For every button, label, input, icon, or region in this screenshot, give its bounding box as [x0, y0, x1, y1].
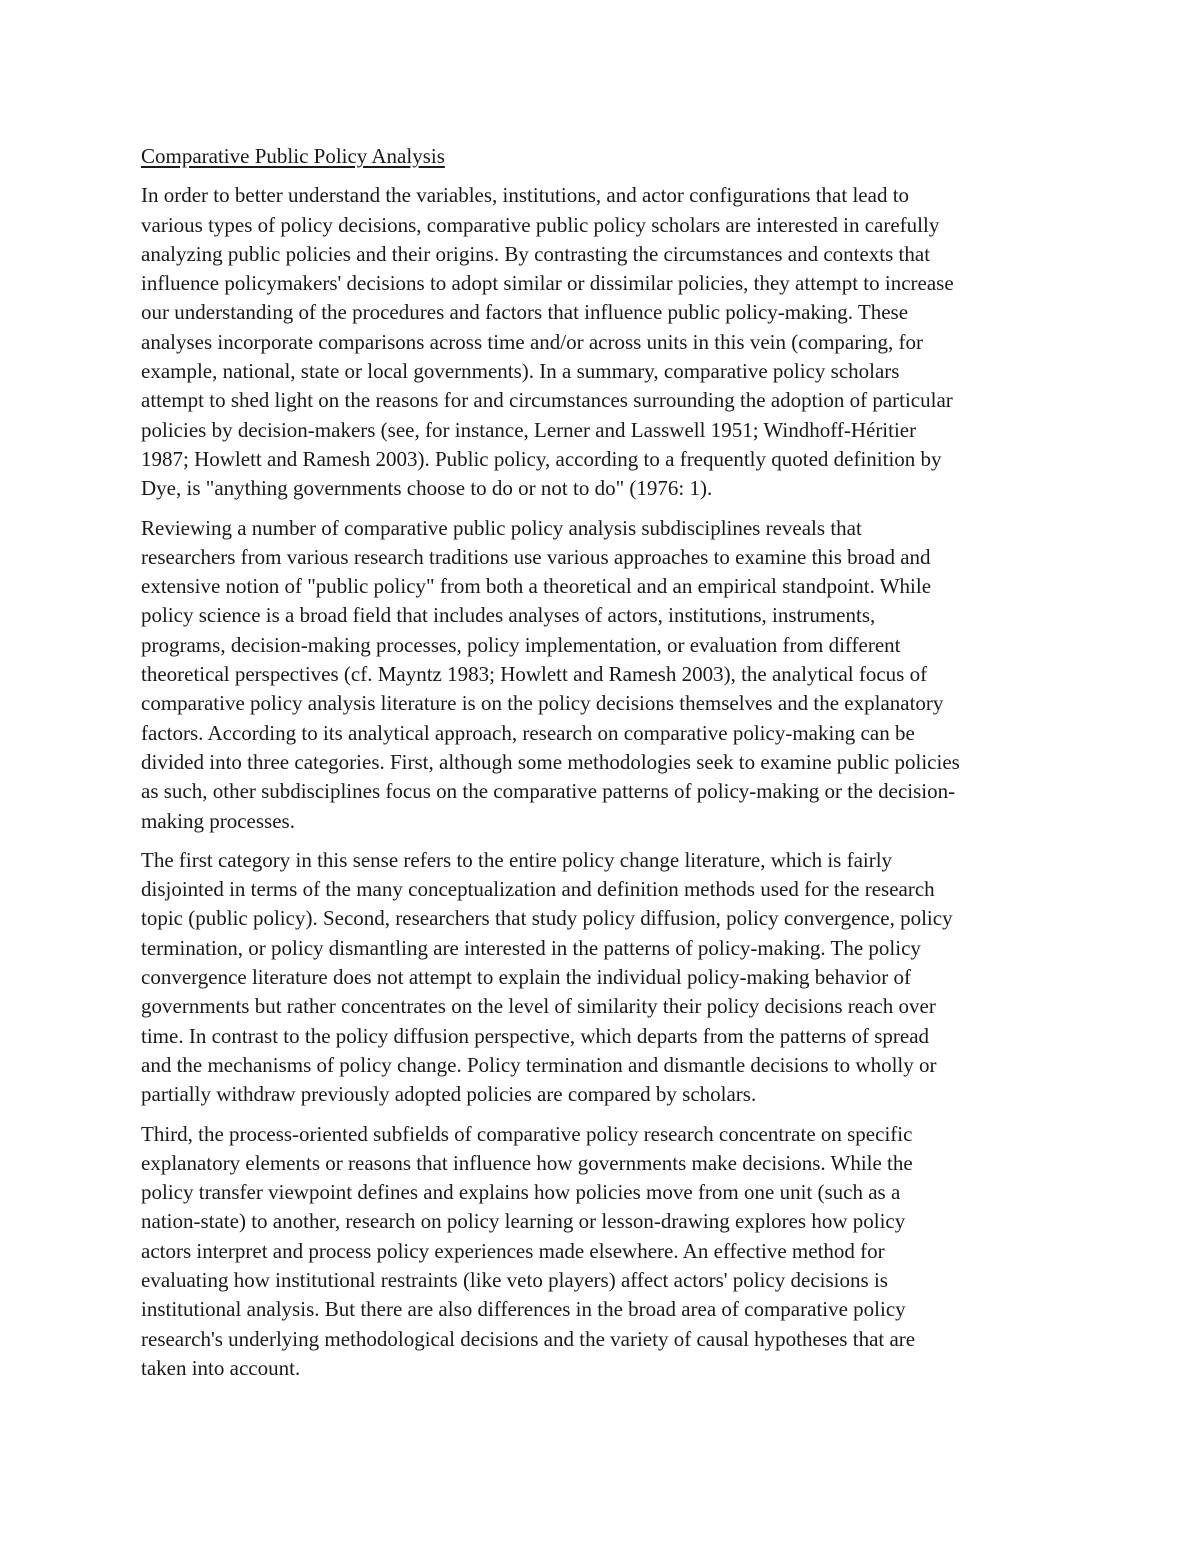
text-line: Dye, is "anything governments choose to do or not to do" (1976: 1). [141, 476, 713, 501]
paragraph [141, 846, 1071, 1110]
text-line: policy transfer viewpoint defines and explains how policies move from one unit (such as a [141, 1180, 901, 1205]
text-line: evaluating how institutional restraints (like veto players) affect actors' policy decisions is [141, 1267, 888, 1292]
text-line: topic (public policy). Second, researchers that study policy diffusion, policy convergence, policy [141, 906, 953, 931]
text-line: divided into three categories. First, although some methodologies seek to examine public policies [141, 749, 960, 774]
text-line: governments but rather concentrates on the level of similarity their policy decisions reach over [141, 994, 936, 1019]
text-line: policy science is a broad field that includes analyses of actors, institutions, instruments, [141, 603, 876, 628]
text-line: programs, decision-making processes, policy implementation, or evaluation from different [141, 632, 901, 657]
text-line: 1987; Howlett and Ramesh 2003). Public policy, according to a frequently quoted definition by [141, 446, 942, 471]
text-line: In order to better understand the variables, institutions, and actor configurations that lead to [141, 183, 910, 208]
text-line: partially withdraw previously adopted policies are compared by scholars. [141, 1082, 757, 1107]
text-line: factors. According to its analytical approach, research on comparative policy-making can be [141, 720, 915, 745]
text-line: research's underlying methodological decisions and the variety of causal hypotheses that are [141, 1326, 916, 1351]
text-line: The first category in this sense refers to the entire policy change literature, which is fairly [141, 847, 893, 872]
paragraph [141, 514, 1071, 836]
text-line: Reviewing a number of comparative public policy analysis subdisciplines reveals that [141, 515, 862, 540]
text-line: analyzing public policies and their origins. By contrasting the circumstances and contexts that [141, 241, 931, 266]
text-line: as such, other subdisciplines focus on the comparative patterns of policy-making or the decision- [141, 779, 956, 804]
text-line: our understanding of the procedures and factors that influence public policy-making. These [141, 300, 909, 325]
paragraph [141, 181, 1071, 503]
paragraph-list [141, 181, 1071, 1383]
text-line: time. In contrast to the policy diffusion perspective, which departs from the patterns of spread [141, 1023, 930, 1048]
text-line: and the mechanisms of policy change. Policy termination and dismantle decisions to wholly or [141, 1052, 937, 1077]
text-line: example, national, state or local governments). In a summary, comparative policy scholars [141, 359, 900, 384]
text-line: explanatory elements or reasons that influence how governments make decisions. While the [141, 1150, 913, 1175]
text-line: comparative policy analysis literature is on the policy decisions themselves and the explanatory [141, 691, 944, 716]
document-body [141, 142, 1071, 1393]
text-line: making processes. [141, 808, 295, 833]
text-line: policies by decision-makers (see, for instance, Lerner and Lasswell 1951; Windhoff-Héritier [141, 417, 917, 442]
text-line: attempt to shed light on the reasons for and circumstances surrounding the adoption of particular [141, 388, 953, 413]
text-line: termination, or policy dismantling are interested in the patterns of policy-making. The policy [141, 935, 921, 960]
text-line: institutional analysis. But there are also differences in the broad area of comparative policy [141, 1297, 906, 1322]
text-line: influence policymakers' decisions to adopt similar or dissimilar policies, they attempt to increase [141, 271, 954, 296]
text-line: theoretical perspectives (cf. Mayntz 1983; Howlett and Ramesh 2003), the analytical focus of [141, 662, 928, 687]
text-line: researchers from various research traditions use various approaches to examine this broad and [141, 544, 931, 569]
document-title: Comparative Public Policy Analysis [141, 144, 445, 168]
text-line: disjointed in terms of the many conceptualization and definition methods used for the research [141, 877, 935, 902]
text-line: actors interpret and process policy experiences made elsewhere. An effective method for [141, 1238, 885, 1263]
text-line: taken into account. [141, 1355, 301, 1380]
text-line: convergence literature does not attempt to explain the individual policy-making behavior of [141, 965, 911, 990]
text-line: nation-state) to another, research on policy learning or lesson-drawing explores how policy [141, 1209, 906, 1234]
paragraph [141, 1120, 1071, 1384]
text-line: various types of policy decisions, comparative public policy scholars are interested in carefully [141, 212, 940, 237]
text-line: Third, the process-oriented subfields of comparative policy research concentrate on specific [141, 1121, 913, 1146]
text-line: analyses incorporate comparisons across time and/or across units in this vein (comparing, for [141, 329, 924, 354]
text-line: extensive notion of "public policy" from both a theoretical and an empirical standpoint. While [141, 574, 932, 599]
